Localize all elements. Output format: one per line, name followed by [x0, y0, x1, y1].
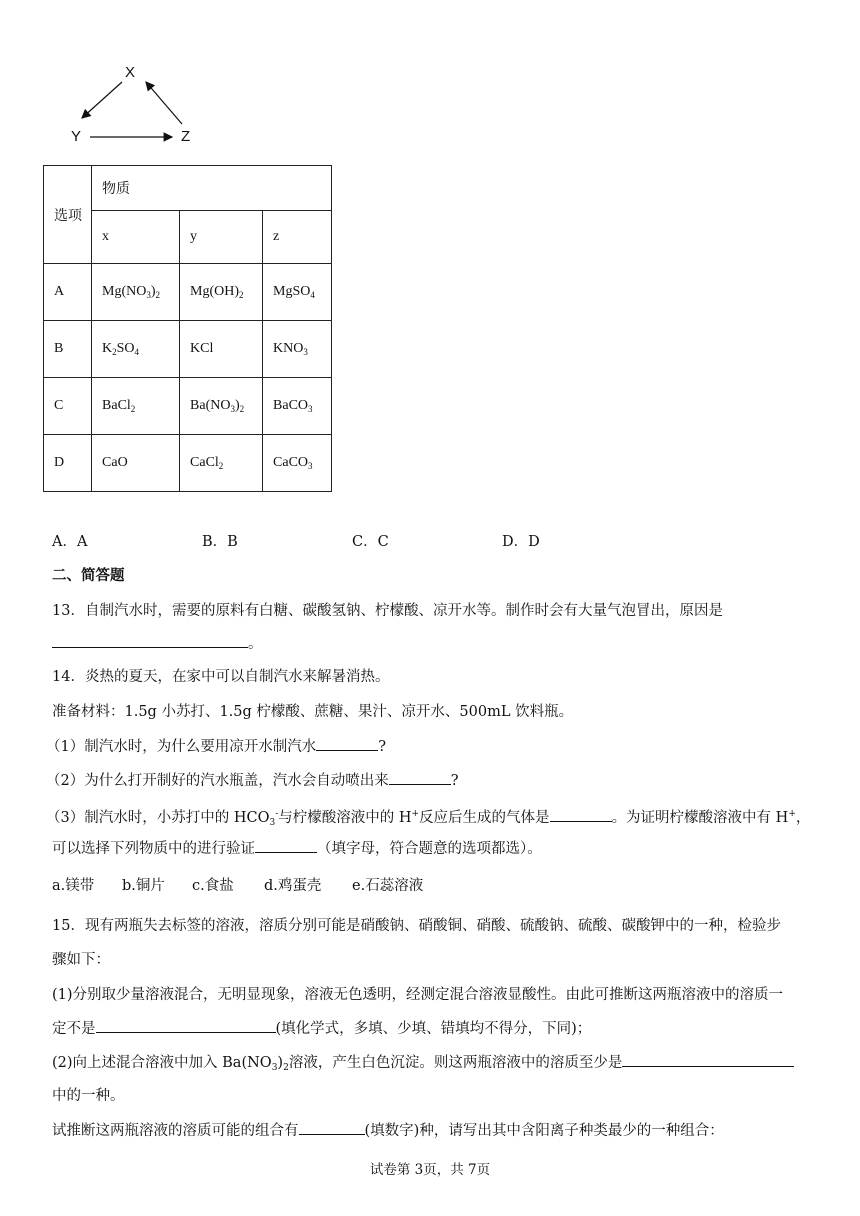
- answer-blank: [299, 1120, 365, 1135]
- header-substance: 物质: [92, 166, 332, 211]
- q15-text: 溶液，产生白色沉淀。则这两瓶溶液中的溶质至少是: [288, 1055, 623, 1071]
- q15-line1: 15．现有两瓶失去标签的溶液，溶质分别可能是硝酸钠、硝酸铜、硝酸、硫酸钠、硫酸、碳酸钾中的一种，检验步: [52, 918, 781, 934]
- q14-part3-text: （填字母，符合题意的选项都选）。: [317, 841, 542, 857]
- answer-blank: [389, 770, 451, 785]
- formula-text: KCl: [190, 341, 214, 356]
- q15-line7: [52, 1120, 724, 1141]
- q15-line6: 中的一种。: [52, 1088, 125, 1104]
- q14-part1: [46, 736, 386, 757]
- formula-text: $KNO_3$: [273, 341, 308, 357]
- choice-c: C．C: [352, 534, 389, 550]
- q14-part1-end: ?: [378, 739, 387, 755]
- q15-text: (填化学式，多填、少填、错填均不得分，下同)；: [275, 1021, 592, 1037]
- answer-blank: [316, 736, 378, 751]
- row-option: B: [44, 321, 92, 378]
- subheader-y: y: [180, 211, 263, 264]
- arrow-x-to-y: [82, 82, 122, 118]
- arrow-z-to-x: [146, 82, 182, 124]
- table-row: [44, 321, 332, 378]
- q14-option-b: b.铜片: [122, 878, 165, 894]
- q14-option-e: e.石蕊溶液: [352, 878, 424, 894]
- formula-cell: [92, 378, 180, 435]
- diagram-label-z: Z: [181, 128, 191, 145]
- q15-line2: 骤如下：: [52, 952, 110, 968]
- q14-part3-text: 。为证明柠檬酸溶液中有 H: [611, 810, 789, 826]
- q13-text: 13．自制汽水时，需要的原料有白糖、碳酸氢钠、柠檬酸、凉开水等。制作时会有大量气泡冒出，原因是: [52, 603, 723, 619]
- answer-blank: [52, 633, 248, 648]
- q14-part3: （3）制汽水时，小苏打中的 $HCO_3^-$与柠檬酸溶液中的 H+反应后生成的气体是 。为证明柠檬酸溶液中有 H+，: [46, 809, 811, 828]
- page-footer: 试卷第 3页，共 7页: [369, 1162, 491, 1178]
- formula-text: $Ba(NO_3)_2$: [190, 398, 245, 414]
- formula-cell: [263, 378, 332, 435]
- q14-part3-text: 反应后生成的气体是: [419, 810, 550, 826]
- row-option: A: [44, 264, 92, 321]
- formula-text: BaCl$_2$: [102, 398, 136, 414]
- header-option: 选项: [44, 166, 92, 264]
- q14-part3-text: （3）制汽水时，小苏打中的 HCO: [46, 810, 270, 826]
- formula-cell: [180, 378, 263, 435]
- choice-a: A．A: [52, 534, 88, 550]
- q14-option-c: c.食盐: [192, 878, 234, 894]
- q15-text: 定不是: [52, 1021, 96, 1037]
- q14-part1-text: （1）制汽水时，为什么要用凉开水制汽水: [46, 739, 317, 755]
- q14-part3-text: 可以选择下列物质中的进行验证: [52, 841, 255, 857]
- answer-blank: [550, 807, 612, 822]
- q14-option-a: a.镁带: [52, 878, 95, 894]
- q14-part3-text: 与柠檬酸溶液中的 H: [278, 810, 412, 826]
- q15-line5: (2)向上述混合溶液中加入 $Ba(NO_3)_2$溶液，产生白色沉淀。则这两瓶溶液中的溶质至少是: [52, 1052, 794, 1078]
- formula-cell: [180, 264, 263, 321]
- formula-text: MgSO$_4$: [273, 284, 315, 300]
- answer-blank: [96, 1018, 276, 1033]
- subheader-z: z: [263, 211, 332, 264]
- formula-text: $Mg(NO_3)_2$: [102, 284, 161, 300]
- q13-answer-line: [52, 633, 263, 654]
- section-title: 二、简答题: [52, 567, 125, 584]
- row-option: C: [44, 378, 92, 435]
- q14-option-d: d.鸡蛋壳: [264, 878, 322, 894]
- formula-cell: [92, 264, 180, 321]
- substance-table: [43, 165, 332, 492]
- q14-part2-text: （2）为什么打开制好的汽水瓶盖，汽水会自动喷出来: [46, 773, 389, 789]
- q14-stem: 14．炎热的夏天，在家中可以自制汽水来解暑消热。: [52, 669, 390, 685]
- choice-b: B．B: [202, 534, 238, 550]
- q15-text: 试推断这两瓶溶液的溶质可能的组合有: [52, 1123, 299, 1139]
- choice-d: D．D: [502, 534, 540, 550]
- formula-text: $K_2SO_4$: [102, 341, 140, 357]
- answer-blank: [622, 1052, 794, 1067]
- formula-cell: [263, 264, 332, 321]
- q14-part3-text: ，: [795, 810, 811, 826]
- row-option: D: [44, 435, 92, 492]
- q14-part2-end: ?: [450, 773, 459, 789]
- formula-cell: [92, 321, 180, 378]
- formula-text: $Mg(OH)_2$: [190, 284, 244, 300]
- answer-blank: [255, 838, 317, 853]
- q14-part2: [46, 770, 459, 791]
- formula-text: BaCO$_3$: [273, 398, 313, 414]
- table-row: [44, 378, 332, 435]
- diagram-label-y: Y: [71, 128, 82, 145]
- q15-text: (填数字)种，请写出其中含阳离子种类最少的一种组合：: [364, 1123, 724, 1139]
- formula-cell: [180, 435, 263, 492]
- diagram-label-x: X: [125, 64, 136, 81]
- q15-line3: (1)分别取少量溶液混合，无明显现象，溶液无色透明，经测定混合溶液显酸性。由此可推断这两瓶溶液中的溶质一: [52, 987, 784, 1003]
- table-row: [44, 264, 332, 321]
- table-row: [44, 435, 332, 492]
- formula-cell: [263, 321, 332, 378]
- q14-materials: 准备材料：1.5g 小苏打、1.5g 柠檬酸、蔗糖、果汁、凉开水、500mL 饮料瓶。: [52, 704, 574, 720]
- formula-cell: [92, 435, 180, 492]
- formula-cell: [263, 435, 332, 492]
- formula-text: CaCO$_3$: [273, 455, 313, 471]
- subheader-x: x: [92, 211, 180, 264]
- q15-text: (2)向上述混合溶液中加入 Ba(NO: [52, 1055, 272, 1071]
- q15-line4: [52, 1018, 591, 1039]
- q13-end: 。: [248, 636, 263, 652]
- formula-text: CaCl$_2$: [190, 455, 224, 471]
- formula-text: CaO: [102, 455, 128, 470]
- q14-part3-line2: [52, 838, 542, 859]
- formula-cell: [180, 321, 263, 378]
